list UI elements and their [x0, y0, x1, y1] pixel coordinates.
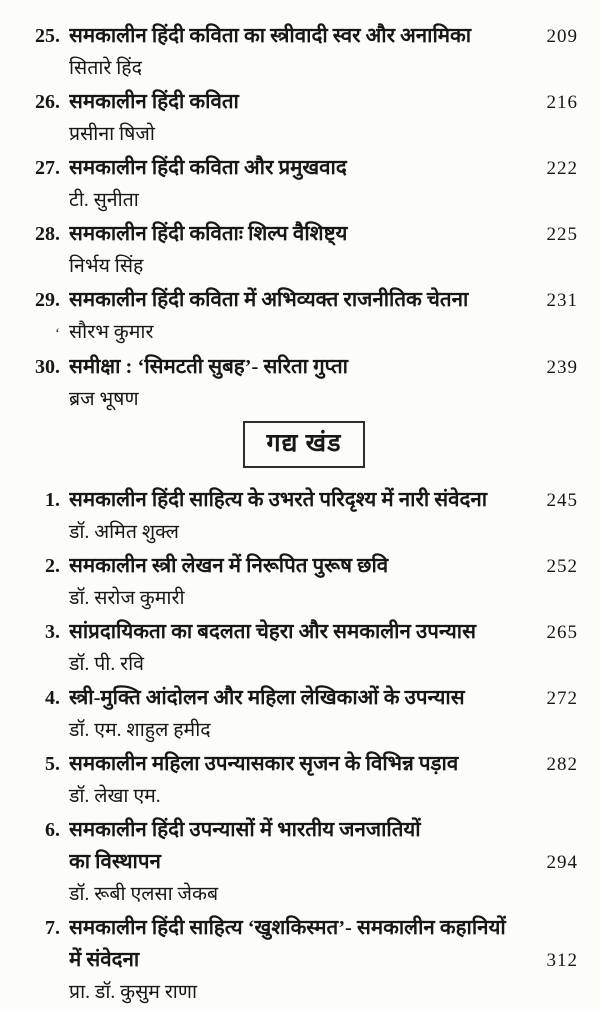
- entry-number: 7.: [45, 917, 60, 939]
- entry-title: समकालीन स्त्री लेखन में निरूपित पुरूष छवि: [69, 555, 389, 577]
- entry-author: प्रसीना षिजो: [69, 124, 155, 145]
- entry-title: समकालीन हिंदी साहित्य के उभरते परिदृश्य में नारी संवेदना: [69, 489, 488, 511]
- entry-title: समकालीन हिंदी कविता का स्त्रीवादी स्वर और अनामिका: [69, 25, 472, 47]
- entry-author: सितारे हिंद: [69, 58, 143, 79]
- entry-page-number: 245: [546, 490, 578, 511]
- toc-author-row: [30, 119, 578, 151]
- entry-number: 29.: [35, 289, 60, 311]
- entry-number: 3.: [45, 621, 60, 643]
- entry-page-number: 209: [546, 26, 578, 47]
- entry-title: समकालीन हिंदी कविता और प्रमुखवाद: [69, 157, 347, 179]
- entry-author: डॉ. सरोज कुमारी: [69, 588, 185, 609]
- entry-page-number: 272: [546, 688, 578, 709]
- entry-title: समकालीन हिंदी कविता में अभिव्यक्त राजनीतिक चेतना: [69, 289, 469, 311]
- entry-page-number: 294: [546, 852, 578, 873]
- entry-number: 1.: [45, 489, 60, 511]
- toc-title-row: [30, 484, 578, 517]
- entry-title: समकालीन हिंदी उपन्यासों में भारतीय जनजातियों: [69, 819, 421, 841]
- toc-title-row: [30, 284, 578, 317]
- toc-author-row: [30, 317, 578, 350]
- toc-author-row: [30, 781, 578, 813]
- entry-author: डॉ. रूबी एलसा जेकब: [69, 884, 219, 905]
- toc-title-row: [30, 20, 578, 53]
- entry-page-number: 252: [546, 556, 578, 577]
- entry-page-number: 282: [546, 754, 578, 775]
- toc-entry: [30, 484, 578, 549]
- entry-number: 27.: [35, 157, 60, 179]
- toc-entry: [30, 814, 578, 911]
- entry-author: ब्रज भूषण: [69, 389, 139, 410]
- toc-author-row: [30, 715, 578, 747]
- entry-number: 26.: [35, 91, 60, 113]
- toc-title-row: [30, 846, 578, 879]
- gutter-mark: ‘: [55, 326, 60, 342]
- entry-number: 28.: [35, 223, 60, 245]
- toc-title-row: [30, 218, 578, 251]
- toc-entry: [30, 20, 578, 85]
- entry-title: में संवेदना: [69, 949, 140, 971]
- section-heading-label: गद्य खंड: [266, 430, 342, 457]
- entry-page-number: 231: [546, 290, 578, 311]
- toc-author-row: [30, 879, 578, 911]
- section-heading-box: [243, 421, 366, 468]
- entry-number: 4.: [45, 687, 60, 709]
- toc-entry: [30, 218, 578, 283]
- toc-entry: [30, 351, 578, 416]
- entry-title: समकालीन हिंदी कविताः शिल्प वैशिष्ट्य: [69, 223, 348, 245]
- toc-title-row: [30, 944, 578, 977]
- entry-page-number: 216: [546, 92, 578, 113]
- toc-author-row: [30, 185, 578, 217]
- entry-page-number: 312: [546, 950, 578, 971]
- toc-title-row: [30, 616, 578, 649]
- toc-entry: [30, 682, 578, 747]
- toc-entry: [30, 748, 578, 813]
- entry-page-number: 225: [546, 224, 578, 245]
- entry-title: सांप्रदायिकता का बदलता चेहरा और समकालीन उपन्यास: [69, 621, 476, 643]
- toc-entry: [30, 616, 578, 681]
- toc-part-poetry: [30, 20, 578, 416]
- entry-number: 5.: [45, 753, 60, 775]
- entry-page-number: 222: [546, 158, 578, 179]
- entry-author: डॉ. लेखा एम.: [69, 786, 161, 807]
- entry-title: समकालीन हिंदी कविता: [69, 91, 239, 113]
- toc-entry: [30, 284, 578, 350]
- entry-author: निर्भय सिंह: [69, 256, 144, 277]
- toc-author-row: [30, 977, 578, 1009]
- toc-author-row: [30, 649, 578, 681]
- entry-author: सौरभ कुमार: [69, 322, 154, 343]
- entry-page-number: 239: [546, 357, 578, 378]
- toc-part-prose: [30, 484, 578, 1009]
- entry-author: डॉ. अमित शुक्ल: [69, 522, 179, 543]
- entry-number: 6.: [45, 819, 60, 841]
- toc-title-row: [30, 814, 578, 846]
- entry-number: 25.: [35, 25, 60, 47]
- toc-author-row: [30, 517, 578, 549]
- toc-author-row: [30, 384, 578, 416]
- toc-title-row: [30, 550, 578, 583]
- toc-title-row: [30, 912, 578, 944]
- toc-entry: [30, 152, 578, 217]
- entry-author: डॉ. एम. शाहुल हमीद: [69, 720, 211, 741]
- toc-author-row: [30, 53, 578, 85]
- toc-entry: [30, 912, 578, 1009]
- entry-author: टी. सुनीता: [69, 190, 139, 211]
- toc-title-row: [30, 682, 578, 715]
- entry-title: का विस्थापन: [69, 851, 161, 873]
- toc-entry: [30, 550, 578, 615]
- toc-author-row: [30, 251, 578, 283]
- entry-number: 30.: [35, 356, 60, 378]
- toc-title-row: [30, 351, 578, 384]
- entry-page-number: 265: [546, 622, 578, 643]
- toc-entry: [30, 86, 578, 151]
- toc-title-row: [30, 748, 578, 781]
- entry-title: समकालीन हिंदी साहित्य ‘खुशकिस्मत’- समकालीन कहानियों: [69, 917, 506, 939]
- entry-title: समकालीन महिला उपन्यासकार सृजन के विभिन्न पड़ाव: [69, 753, 459, 775]
- toc-title-row: [30, 86, 578, 119]
- toc-author-row: [30, 583, 578, 615]
- entry-number: 2.: [45, 555, 60, 577]
- toc-title-row: [30, 152, 578, 185]
- entry-title: समीक्षा : ‘सिमटती सुबह’- सरिता गुप्ता: [69, 356, 348, 378]
- entry-author: प्रा. डॉ. कुसुम राणा: [69, 982, 197, 1003]
- entry-title: स्त्री-मुक्ति आंदोलन और महिला लेखिकाओं के उपन्यास: [69, 687, 465, 709]
- entry-author: डॉ. पी. रवि: [69, 654, 144, 675]
